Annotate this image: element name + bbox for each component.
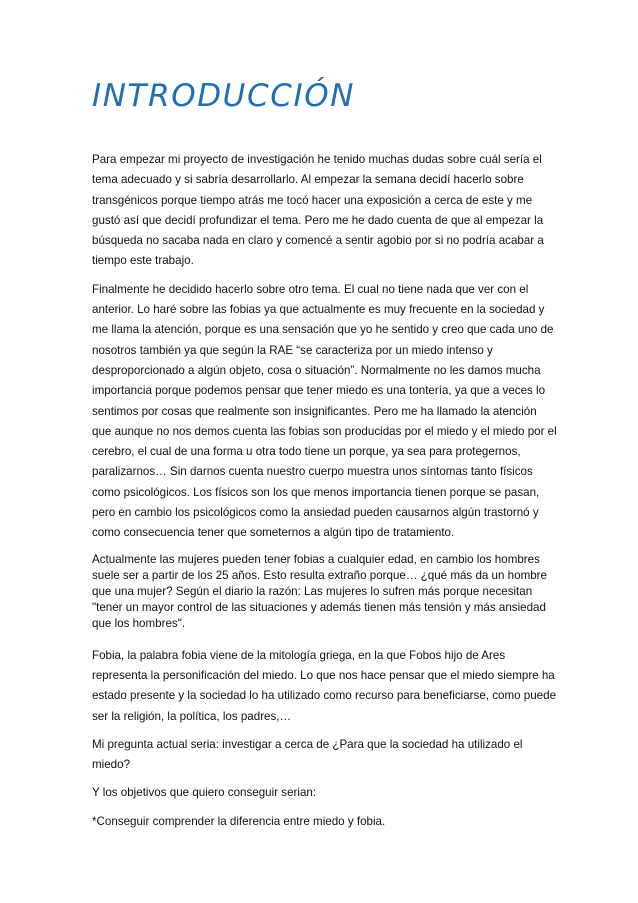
paragraph-research-question: Mi pregunta actual seria: investigar a cerca de ¿Para que la sociedad ha utilizado el miedo? <box>92 737 523 772</box>
paragraph-intro: Para empezar mi proyecto de investigación he tenido muchas dudas sobre cuál sería el tema adecuado y si sabría desarrollarlo. Al empezar la semana decidí hacerlo sobre transgénicos porque tiempo atrás me tocó hacer una exposición a cerca de este y me gustó así que decidí profundizar el tema. Pero me he dado cuenta de que al empezar la búsqueda no sacaba nada en claro y comencé a sentir agobio por si no podría acabar a tiempo este trabajo. <box>92 153 544 268</box>
paragraph-phobias-topic: Finalmente he decidido hacerlo sobre otro tema. El cual no tiene nada que ver con el anterior. Lo haré sobre las fobias ya que actualmente es muy frecuente en la sociedad y me llama la atención, porque es una sensación que yo he sentido y creo que cada uno de nosotros también ya que según la RAE “se caracteriza por un miedo intenso y desproporcionado a algún objeto, cosa o situación”. Normalmente no les damos mucha importancia porque podemos pensar que tener miedo es una tontería, ya que a veces lo sentimos por cosas que realmente son insignificantes. Pero me ha llamado la atención que aunque no nos demos cuenta las fobias son producidas por el miedo y el miedo por el cerebro, el cual de una forma u otra todo tiene un porque, ya sea para protegernos, paralizarnos… Sin darnos cuenta nuestro cuerpo muestra unos síntomas tanto físicos como psicológicos. Los físicos son los que menos importancia tienen porque se pasan, pero en cambio los psicológicos como la ansiedad pueden causarnos algún trastornó y como consecuencia tener que someternos a algún tipo de tratamiento. <box>92 282 557 540</box>
document-title: INTRODUCCIÓN <box>92 78 355 114</box>
paragraph-women-men: Actualmente las mujeres pueden tener fobias a cualquier edad, en cambio los hombres suele ser a partir de los 25 años. Esto resulta extraño porque… ¿qué más da un hombre que una mujer? Según el diario la razón: Las mujeres lo sufren más porque necesitan "tener un mayor control de las situaciones y además tienen más tensión y más ansiedad que los hombres". <box>92 552 547 630</box>
paragraph-objective-item: *Conseguir comprender la diferencia entre miedo y fobia. <box>92 814 386 828</box>
paragraph-etymology: Fobia, la palabra fobia viene de la mitología griega, en la que Fobos hijo de Ares representa la personificación del miedo. Lo que nos hace pensar que el miedo siempre ha estado presente y la sociedad lo ha utilizado como recurso para beneficiarse, como puede ser la religión, la política, los padres,… <box>92 648 557 723</box>
document-body <box>92 150 558 832</box>
paragraph-objectives-intro: Y los objetivos que quiero conseguir serian: <box>92 786 317 800</box>
